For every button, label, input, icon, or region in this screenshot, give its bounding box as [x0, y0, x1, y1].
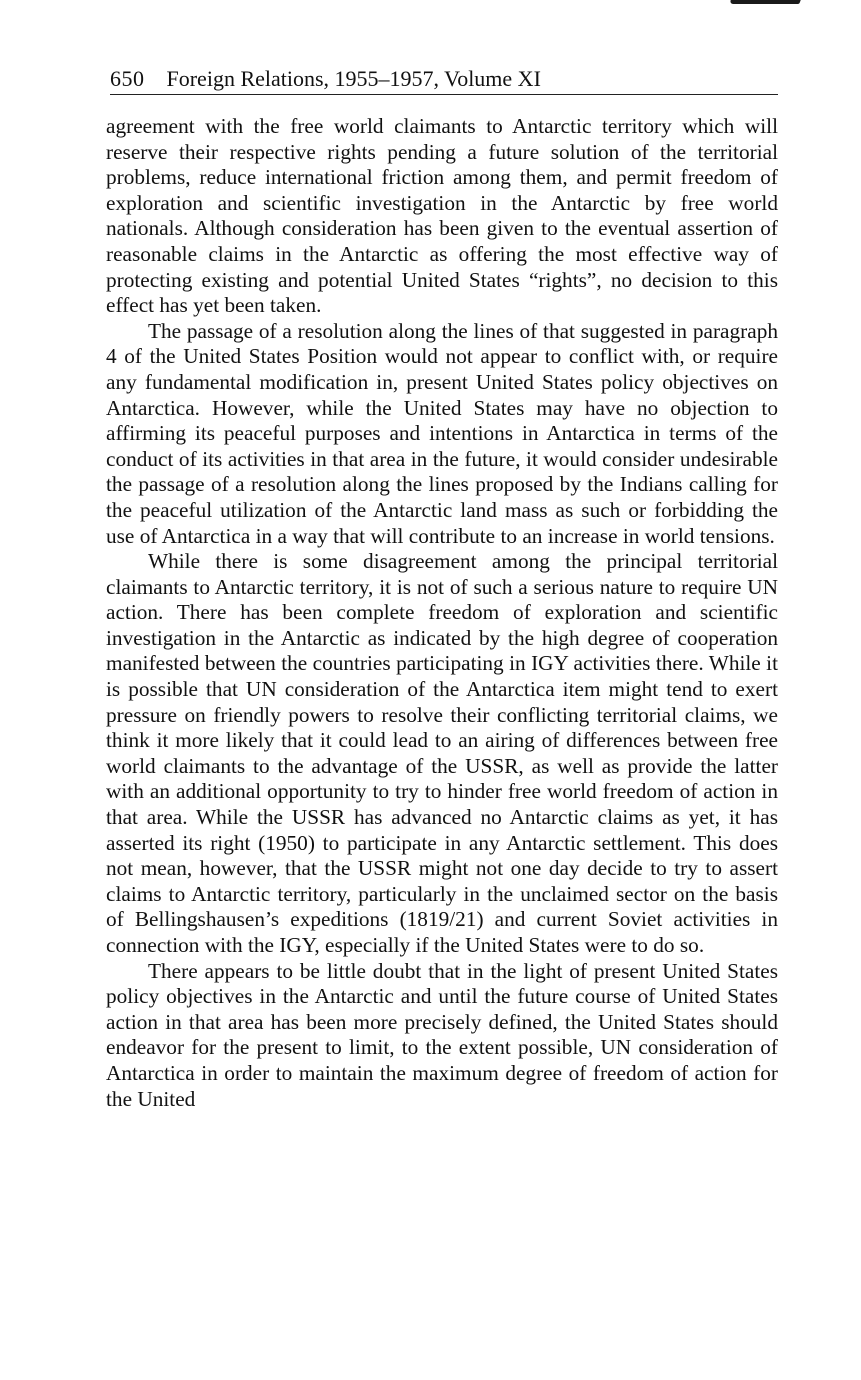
paragraph-4: There appears to be little doubt that in the light of present United States policy objectives in the Antarctic and until the future course of United States action in that area has been more precisely defined, the United States should endeavor for the present to limit, to the extent possible, UN consideration of Antarctica in order to maintain the maximum degree of freedom of action for the United — [106, 958, 778, 1111]
paragraph-1: agreement with the free world claimants to Antarctic territory which will reserve their respective rights pending a future solution of the territorial problems, reduce international friction among them, and permit freedom of exploration and scientific investigation in the Antarctic by free world nationals. Although consideration has been given to the eventual assertion of reasonable claims in the Antarctic as offering the most effective way of protecting existing and potential United States “rights”, no decision to this effect has yet been taken. — [106, 114, 778, 318]
paragraph-2: The passage of a resolution along the lines of that suggested in paragraph 4 of the United States Position would not appear to conflict with, or require any fundamental modification in, present United States policy objectives on Antarctica. However, while the United States may have no objection to affirming its peaceful purposes and intentions in Antarctica in terms of the conduct of its activities in that area in the future, it would consider undesirable the passage of a resolution along the lines proposed by the Indians calling for the peaceful utilization of the Antarctic land mass as such or forbidding the use of Antarctica in a way that will contribute to an increase in world tensions. — [106, 318, 778, 548]
scan-corner-mark — [729, 0, 800, 4]
volume-title: Foreign Relations, 1955–1957, Volume XI — [166, 66, 541, 91]
page-number: 650 — [110, 66, 145, 91]
paragraph-3: While there is some disagreement among the principal territorial claimants to Antarctic territory, it is not of such a serious nature to require UN action. There has been complete freedom of exploration and scientific investigation in the Antarctic as indicated by the high degree of cooperation manifested between the countries participating in IGY activities there. While it is possible that UN consideration of the Antarctica item might tend to exert pressure on friendly powers to resolve their conflicting territorial claims, we think it more likely that it could lead to an airing of differences between free world claimants to the advantage of the USSR, as well as provide the latter with an additional opportunity to try to hinder free world freedom of action in that area. While the USSR has advanced no Antarctic claims as yet, it has asserted its right (1950) to participate in any Antarctic settlement. This does not mean, however, that the USSR might not one day decide to try to assert claims to Antarctic territory, particularly in the unclaimed sector on the basis of Bellingshausen’s expeditions (1819/21) and current Soviet activities in connection with the IGY, especially if the United States were to do so. — [106, 549, 778, 957]
body-text — [106, 114, 778, 1112]
running-header — [110, 64, 778, 95]
